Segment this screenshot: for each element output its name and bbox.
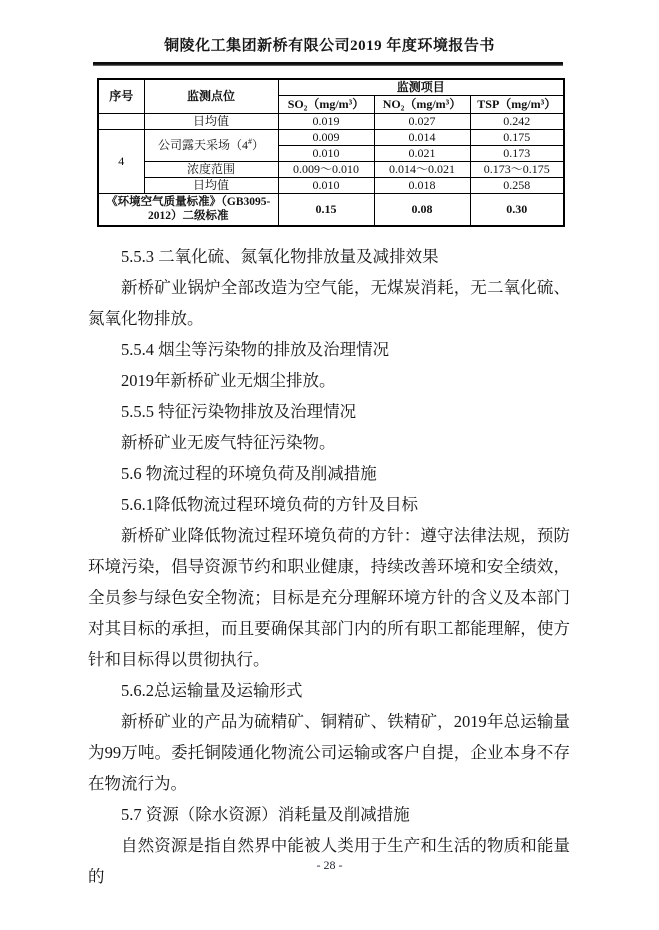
page-number: - 28 -	[316, 858, 343, 872]
page-header	[0, 0, 659, 66]
header-rule	[93, 62, 563, 66]
so2-value: 0.010	[278, 178, 374, 194]
row-label: 浓度范围	[144, 162, 278, 178]
table-row-daily	[98, 178, 564, 194]
section-heading-5-5-4: 5.5.4 烟尘等污染物的排放及治理情况	[121, 339, 390, 359]
section-heading-5-6-2: 5.6.2总运输量及运输形式	[121, 680, 303, 700]
no2-value: 0.027	[374, 114, 470, 130]
paragraph: 新桥矿业降低物流过程环境负荷的方针：遵守法律法规，预防环境污染，倡导资源节约和职业健康，持续改善环境和安全绩效，全员参与绿色安全物流；目标是充分理解环境方针的含义及本部门对其目标的承担，而且要确保其部门内的所有职工都能理解，使方针和目标得以贯彻执行。	[88, 525, 570, 669]
col-header-index: 序号	[98, 79, 144, 114]
no2-value: 0.014～0.021	[374, 162, 470, 178]
index-cell-empty	[98, 114, 144, 130]
index-cell-4: 4	[98, 130, 144, 194]
paragraph: 2019年新桥矿业无烟尘排放。	[121, 370, 336, 390]
standard-label: 《环境空气质量标准》（GB3095-2012）二级标准	[98, 194, 278, 226]
no2-value: 0.014	[374, 130, 470, 146]
so2-value: 0.009	[278, 130, 374, 146]
section-heading-5-7: 5.7 资源（除水资源）消耗量及削减措施	[121, 804, 410, 824]
row-label: 日均值	[144, 178, 278, 194]
paragraph: 新桥矿业锅炉全部改造为空气能，无煤炭消耗，无二氧化硫、氮氧化物排放。	[88, 277, 570, 328]
so2-standard-value: 0.15	[278, 194, 374, 226]
tsp-value: 0.258	[470, 178, 564, 194]
tsp-value: 0.242	[470, 114, 564, 130]
page-header-title: 铜陵化工集团新桥有限公司2019 年度环境报告书	[164, 38, 495, 54]
col-header-so2: SO₂（mg/m³）	[278, 96, 374, 114]
table-row-range	[98, 162, 564, 178]
tsp-value: 0.173	[470, 146, 564, 162]
no2-standard-value: 0.08	[374, 194, 470, 226]
table-row-sample-1	[98, 130, 564, 146]
table-row-prev-daily	[98, 114, 564, 130]
section-heading-5-6-1: 5.6.1降低物流过程环境负荷的方针及目标	[121, 494, 418, 514]
point-superscript: #	[248, 137, 252, 146]
no2-value: 0.018	[374, 178, 470, 194]
col-header-point: 监测点位	[144, 79, 278, 114]
col-header-tsp: TSP（mg/m³）	[470, 96, 564, 114]
tsp-value: 0.175	[470, 130, 564, 146]
section-heading-5-6: 5.6 物流过程的环境负荷及削减措施	[121, 463, 377, 483]
table-row-standard	[98, 194, 564, 226]
page-footer	[0, 858, 659, 873]
section-heading-5-5-3: 5.5.3 二氧化硫、氮氧化物排放量及减排效果	[121, 246, 439, 266]
paragraph: 新桥矿业无废气特征污染物。	[121, 432, 336, 452]
point-text: 公司露天采场（4	[157, 138, 248, 152]
col-header-items: 监测项目	[278, 79, 564, 96]
section-heading-5-5-5: 5.5.5 特征污染物排放及治理情况	[121, 401, 357, 421]
no2-value: 0.021	[374, 146, 470, 162]
table-header-row-1	[98, 79, 564, 96]
monitoring-point-label	[144, 130, 278, 162]
paragraph: 新桥矿业的产品为硫精矿、铜精矿、铁精矿，2019年总运输量为99万吨。委托铜陵通化物流公司运输或客户自提，企业本身不存在物流行为。	[88, 711, 570, 793]
paragraph: 自然资源是指自然界中能被人类用于生产和生活的物质和能量的	[88, 835, 570, 886]
tsp-standard-value: 0.30	[470, 194, 564, 226]
row-label: 日均值	[144, 114, 278, 130]
col-header-no2: NO₂（mg/m³）	[374, 96, 470, 114]
so2-value: 0.019	[278, 114, 374, 130]
so2-value: 0.009～0.010	[278, 162, 374, 178]
tsp-value: 0.173～0.175	[470, 162, 564, 178]
so2-value: 0.010	[278, 146, 374, 162]
document-body	[88, 241, 570, 892]
air-quality-monitoring-table	[97, 78, 565, 227]
point-text-close: ）	[252, 138, 265, 152]
